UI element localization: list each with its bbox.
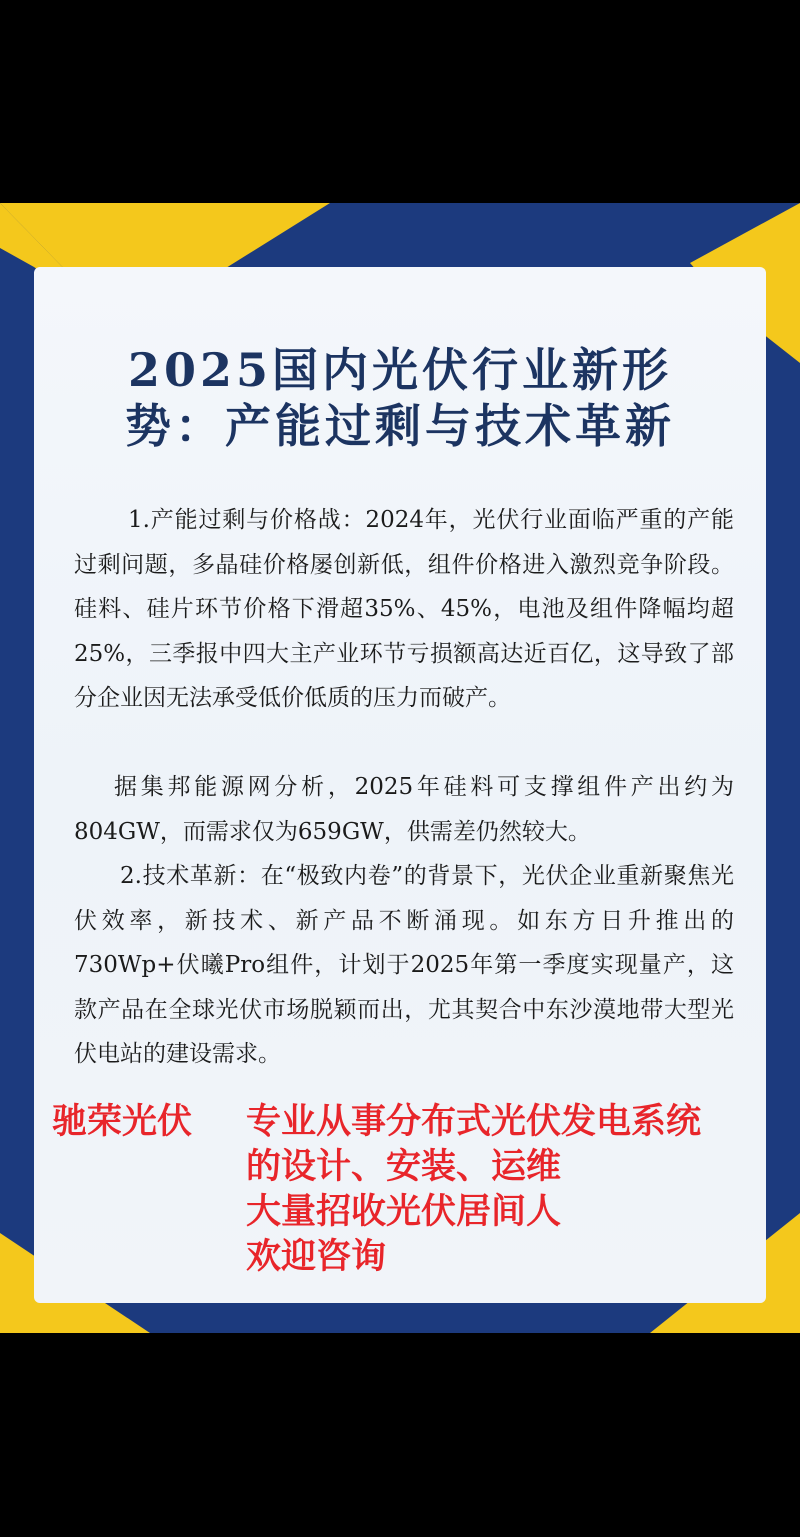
promo-line-4: 欢迎咨询 (246, 1237, 387, 1277)
poster-title-line-1: 2025国内光伏行业新形 (127, 343, 673, 397)
poster-title-line-2: 势：产能过剩与技术革新 (125, 399, 675, 453)
paragraph-innovation: 2.技术革新：在“极致内卷”的背景下，光伏企业重新聚焦光伏效率，新技术、新产品不断涌现。如东方日升推出的730Wp+伏曦Pro组件，计划于2025年第一季度实现量产，这款产品在全球光伏市场脱颖而出，尤其契合中东沙漠地带大型光伏电站的建设需求。 (74, 863, 734, 1067)
promo-brand: 驰荣光伏 (52, 1102, 193, 1142)
paragraph-supply-demand: 据集邦能源网分析，2025年硅料可支撑组件产出约为804GW，而需求仅为659GW，供需差仍然较大。 (74, 774, 734, 845)
promo-line-3: 大量招收光伏居间人 (246, 1192, 562, 1232)
promo-line-2: 的设计、安装、运维 (246, 1147, 562, 1187)
promo-line-1: 专业从事分布式光伏发电系统 (246, 1102, 702, 1142)
paragraph-overcapacity: 1.产能过剩与价格战：2024年，光伏行业面临严重的产能过剩问题，多晶硅价格屡创新低，组件价格进入激烈竞争阶段。硅料、硅片环节价格下滑超35%、45%，电池及组件降幅均超25%，三季报中四大主产业环节亏损额高达近百亿，这导致了部分企业因无法承受低价低质的压力而破产。 (74, 507, 734, 711)
